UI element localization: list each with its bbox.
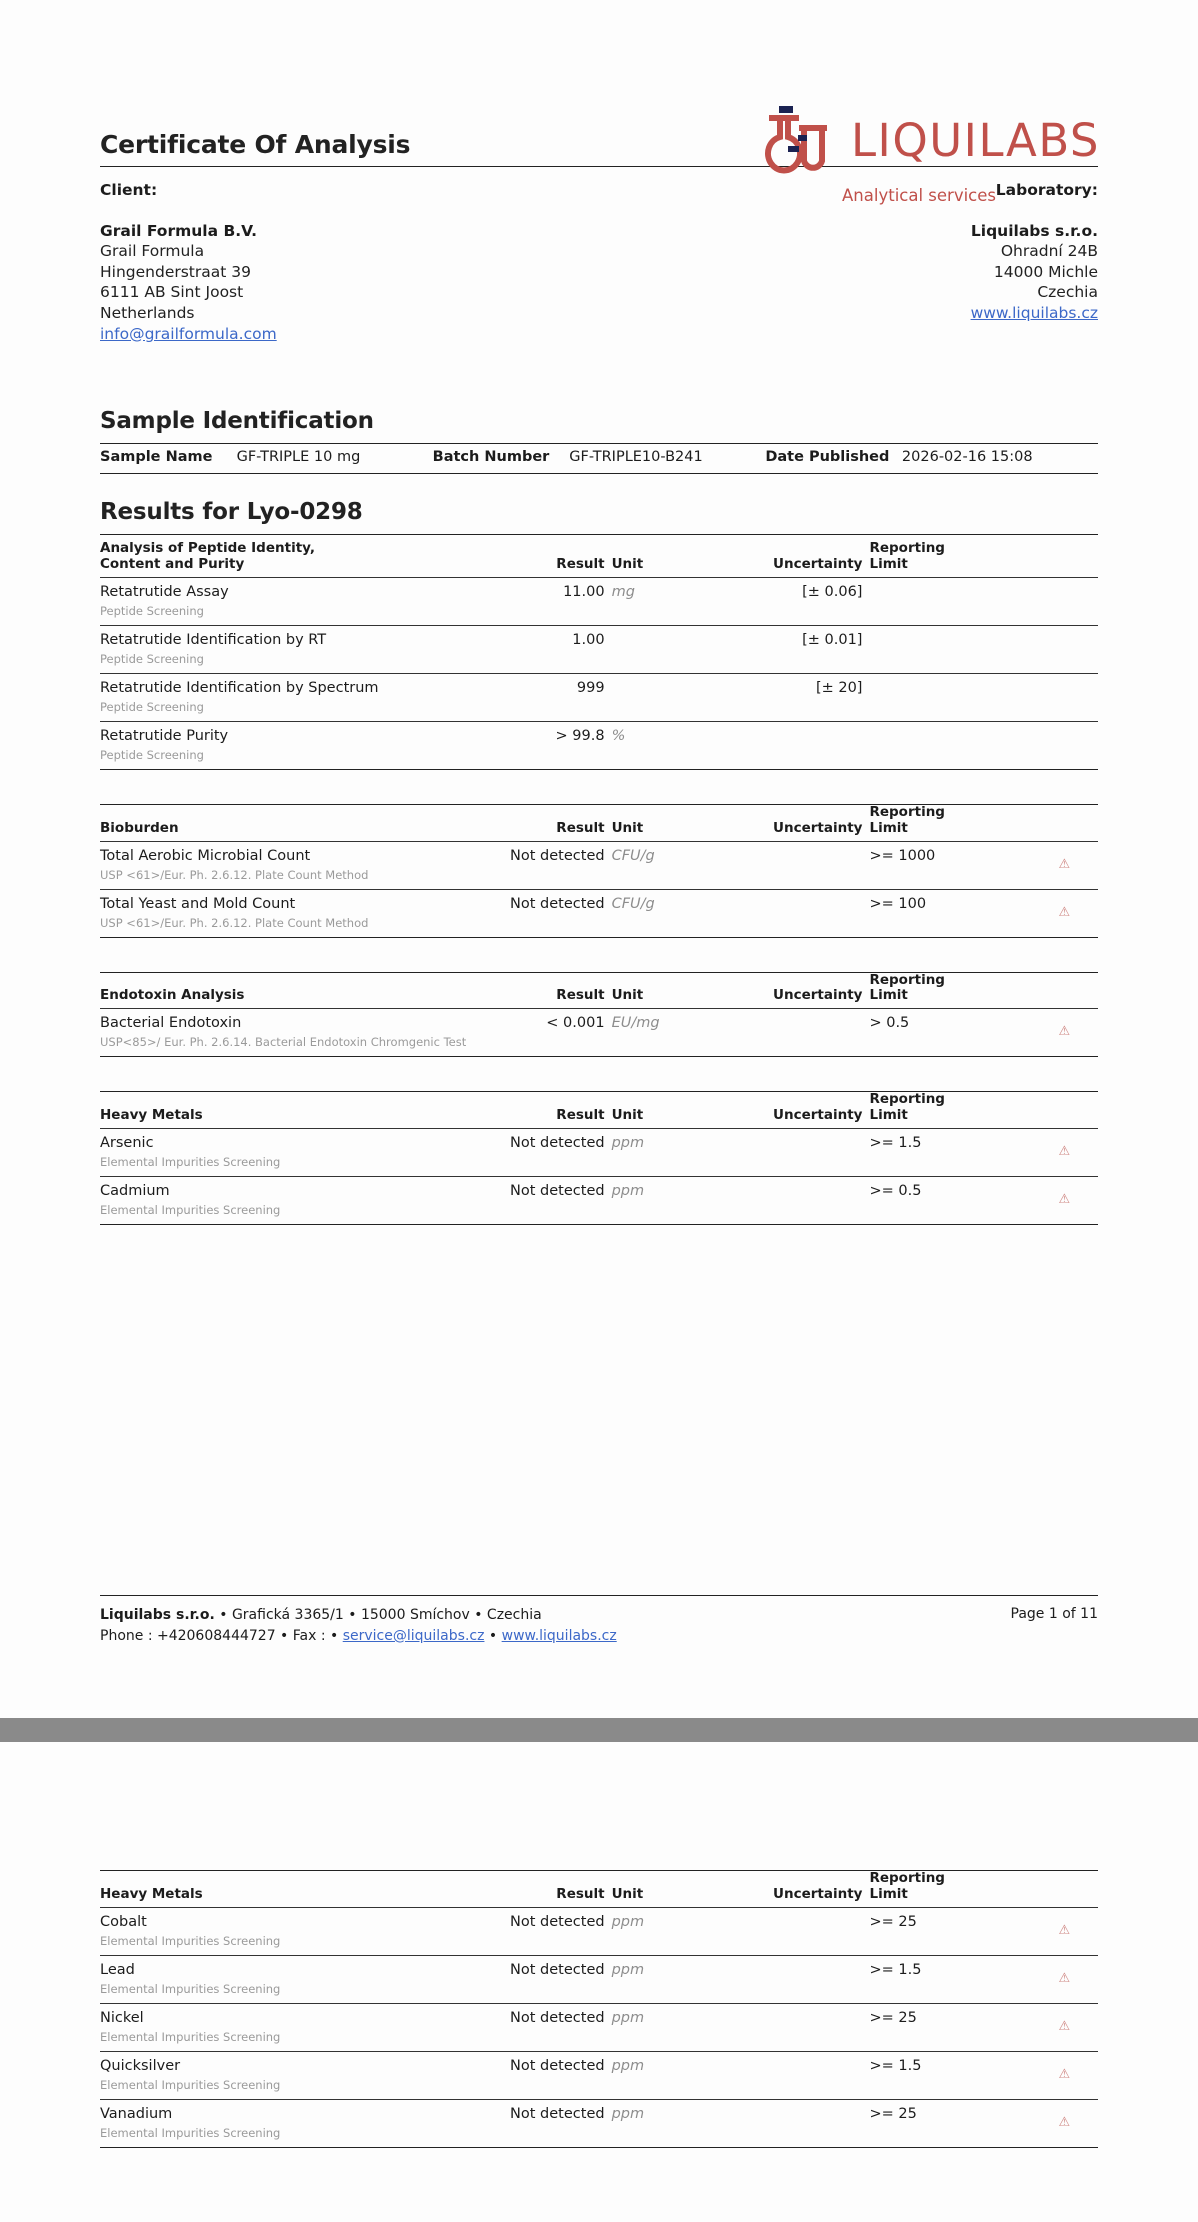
column-header-flag (1031, 1092, 1098, 1129)
flag-cell (1031, 2003, 1098, 2051)
column-header-result: Result (556, 1107, 605, 1124)
flag-cell (1031, 1177, 1098, 1225)
column-header-unit: Unit (611, 1107, 644, 1124)
flag-cell (1031, 625, 1098, 673)
analyte-name: Retatrutide Identification by RT (100, 631, 327, 648)
flag-cell (1031, 1009, 1098, 1057)
reporting-limit-cell: > 0.5 (869, 1015, 910, 1032)
table-row (100, 889, 1098, 937)
flag-cell (1031, 841, 1098, 889)
uncertainty-cell (705, 1129, 862, 1177)
laboratory-address-line: Czechia (1037, 283, 1098, 302)
column-header-reporting-limit: Reporting Limit (869, 539, 945, 572)
footer-separator: • (484, 1627, 502, 1644)
results-table (100, 1870, 1098, 2148)
unit-cell: mg (611, 583, 635, 600)
results-table (100, 534, 1098, 770)
column-header-uncertainty: Uncertainty (773, 987, 863, 1004)
table-row (100, 2003, 1098, 2051)
warning-triangle-icon: ⚠ (1058, 1144, 1071, 1160)
column-header-result: Result (556, 555, 605, 572)
reporting-limit-cell (862, 625, 1030, 673)
table-header-row (100, 972, 1098, 1009)
analyte-method: Elemental Impurities Screening (100, 2125, 281, 2140)
footer-phone: Phone : +420608444727 • Fax : • (100, 1627, 343, 1644)
analyte-method: USP <61>/Eur. Ph. 2.6.12. Plate Count Method (100, 915, 369, 930)
results-table (100, 804, 1098, 938)
results-heading: Results for Lyo-0298 (100, 498, 363, 525)
client-address-line: Hingenderstraat 39 (100, 262, 251, 281)
client-info (100, 180, 277, 344)
results-tables-page-2 (100, 1870, 1098, 2148)
uncertainty-cell (705, 1009, 862, 1057)
reporting-limit-cell: >= 25 (869, 1913, 917, 1930)
analyte-name: Cobalt (100, 1913, 147, 1930)
reporting-limit-cell: >= 0.5 (869, 1183, 922, 1200)
client-address-line: Netherlands (100, 304, 195, 323)
analyte-method: Peptide Screening (100, 651, 204, 666)
unit-cell: ppm (611, 2105, 645, 2122)
footer-email-link[interactable]: service@liquilabs.cz (342, 1627, 485, 1644)
analyte-method: Peptide Screening (100, 699, 204, 714)
flask-and-testtube-icon (755, 104, 841, 178)
date-published-label: Date Published (765, 449, 890, 466)
column-header-category: Heavy Metals (100, 1885, 203, 1902)
column-header-uncertainty: Uncertainty (773, 1885, 863, 1902)
uncertainty-cell (705, 1177, 862, 1225)
table-spacer (100, 770, 1098, 804)
table-row (100, 625, 1098, 673)
reporting-limit-cell: >= 1.5 (869, 1961, 922, 1978)
sample-name-label: Sample Name (100, 449, 213, 466)
uncertainty-cell (705, 721, 862, 769)
analyte-cell (100, 577, 470, 625)
laboratory-address-line: 14000 Michle (993, 262, 1098, 281)
table-row (100, 841, 1098, 889)
result-cell: < 0.001 (546, 1015, 605, 1032)
analyte-name: Bacterial Endotoxin (100, 1015, 242, 1032)
flag-cell (1031, 1955, 1098, 2003)
column-header-reporting-limit: Reporting Limit (869, 803, 945, 836)
column-header-category: Heavy Metals (100, 1107, 203, 1124)
column-header-result: Result (556, 819, 605, 836)
analyte-name: Lead (100, 1961, 135, 1978)
warning-triangle-icon: ⚠ (1058, 2066, 1071, 2082)
results-table (100, 1091, 1098, 1225)
table-row (100, 444, 1098, 474)
reporting-limit-cell (862, 577, 1030, 625)
table-header-row (100, 1871, 1098, 1908)
column-header-uncertainty: Uncertainty (773, 819, 863, 836)
analyte-name: Quicksilver (100, 2057, 181, 2074)
batch-number-value: GF-TRIPLE10-B241 (569, 449, 703, 466)
client-address-line: 6111 AB Sint Joost (100, 283, 244, 302)
laboratory-info (971, 180, 1098, 344)
certificate-page-2 (0, 1742, 1198, 2222)
result-cell: Not detected (510, 2057, 605, 2074)
analyte-cell (100, 1177, 470, 1225)
laboratory-label: Laboratory: (995, 181, 1098, 199)
column-header-flag (1031, 1871, 1098, 1908)
uncertainty-cell: [± 0.01] (802, 631, 863, 648)
result-cell: 1.00 (572, 631, 605, 648)
table-row (100, 2051, 1098, 2099)
page-indicator: Page 1 of 11 (1010, 1606, 1098, 1623)
column-header-reporting-limit: Reporting Limit (869, 1091, 945, 1124)
unit-cell (605, 673, 706, 721)
analyte-method: Elemental Impurities Screening (100, 1933, 281, 1948)
flag-cell (1031, 889, 1098, 937)
result-cell: Not detected (510, 2009, 605, 2026)
table-row (100, 1009, 1098, 1057)
analyte-cell (100, 721, 470, 769)
column-header-reporting-limit: Reporting Limit (869, 971, 945, 1004)
client-label: Client: (100, 181, 158, 199)
unit-cell: ppm (611, 1961, 645, 1978)
laboratory-address-line: Ohradní 24B (1000, 242, 1098, 261)
analyte-cell (100, 673, 470, 721)
table-spacer (100, 938, 1098, 972)
analyte-cell (100, 841, 470, 889)
result-cell: Not detected (510, 1913, 605, 1930)
reporting-limit-cell: >= 1000 (869, 847, 936, 864)
analyte-method: Elemental Impurities Screening (100, 2029, 281, 2044)
page-separator-band (0, 1718, 1198, 1742)
column-header-uncertainty: Uncertainty (773, 555, 863, 572)
uncertainty-cell (705, 2099, 862, 2147)
flag-cell (1031, 1129, 1098, 1177)
uncertainty-cell (705, 1907, 862, 1955)
unit-cell: ppm (611, 1183, 645, 1200)
sample-identification-heading: Sample Identification (100, 408, 374, 435)
analyte-cell (100, 2003, 470, 2051)
uncertainty-cell (705, 1955, 862, 2003)
table-header-row (100, 1092, 1098, 1129)
uncertainty-cell (705, 2003, 862, 2051)
client-address-line: Grail Formula (100, 242, 205, 261)
table-row (100, 673, 1098, 721)
unit-cell: ppm (611, 1913, 645, 1930)
analyte-method: Elemental Impurities Screening (100, 1981, 281, 1996)
column-header-result: Result (556, 1885, 605, 1902)
analyte-name: Retatrutide Purity (100, 727, 229, 744)
warning-triangle-icon: ⚠ (1058, 2018, 1071, 2034)
column-header-unit: Unit (611, 987, 644, 1004)
analyte-cell (100, 1129, 470, 1177)
table-row (100, 2099, 1098, 2147)
analyte-cell (100, 2099, 470, 2147)
warning-triangle-icon: ⚠ (1058, 1970, 1071, 1986)
analyte-name: Arsenic (100, 1135, 154, 1152)
results-tables-page-1 (100, 534, 1098, 1225)
analyte-name: Cadmium (100, 1183, 170, 1200)
unit-cell: EU/mg (611, 1015, 660, 1032)
footer-contact (100, 1605, 617, 1646)
reporting-limit-cell: >= 1.5 (869, 2057, 922, 2074)
laboratory-website-link[interactable]: www.liquilabs.cz (970, 304, 1098, 323)
document-footer (100, 1595, 1098, 1646)
analyte-name: Retatrutide Identification by Spectrum (100, 679, 379, 696)
result-cell: Not detected (510, 1135, 605, 1152)
unit-cell: % (611, 727, 626, 744)
analyte-cell (100, 625, 470, 673)
analyte-method: Peptide Screening (100, 603, 204, 618)
column-header-unit: Unit (611, 819, 644, 836)
reporting-limit-cell (862, 673, 1030, 721)
column-header-unit: Unit (611, 555, 644, 572)
footer-address: • Grafická 3365/1 • 15000 Smíchov • Czechia (214, 1607, 542, 1624)
warning-triangle-icon: ⚠ (1058, 1192, 1071, 1208)
uncertainty-cell (705, 2051, 862, 2099)
footer-company-name: Liquilabs s.r.o. (100, 1607, 215, 1624)
warning-triangle-icon: ⚠ (1058, 1024, 1071, 1040)
uncertainty-cell (705, 889, 862, 937)
table-row (100, 1907, 1098, 1955)
results-table (100, 972, 1098, 1058)
flag-cell (1031, 1907, 1098, 1955)
sample-identification-table (100, 443, 1098, 474)
table-spacer (100, 1057, 1098, 1091)
client-email-link[interactable]: info@grailformula.com (100, 324, 277, 343)
analyte-cell (100, 1907, 470, 1955)
analyte-method: Elemental Impurities Screening (100, 2077, 281, 2092)
flag-cell (1031, 2051, 1098, 2099)
uncertainty-cell: [± 20] (815, 679, 863, 696)
analyte-method: Elemental Impurities Screening (100, 1203, 281, 1218)
unit-cell: CFU/g (611, 895, 655, 912)
result-cell: > 99.8 (555, 727, 605, 744)
analyte-cell (100, 1955, 470, 2003)
column-header-category: Bioburden (100, 819, 179, 836)
column-header-uncertainty: Uncertainty (773, 1107, 863, 1124)
column-header-result: Result (556, 987, 605, 1004)
warning-triangle-icon: ⚠ (1058, 1922, 1071, 1938)
result-cell: 999 (576, 679, 605, 696)
uncertainty-cell (705, 841, 862, 889)
unit-cell: ppm (611, 1135, 645, 1152)
flag-cell (1031, 721, 1098, 769)
laboratory-name: Liquilabs s.r.o. (970, 221, 1098, 240)
analyte-method: USP <61>/Eur. Ph. 2.6.12. Plate Count Method (100, 867, 369, 882)
analyte-method: Peptide Screening (100, 747, 204, 762)
batch-number-label: Batch Number (432, 449, 550, 466)
column-header-reporting-limit: Reporting Limit (869, 1870, 945, 1902)
table-row (100, 1177, 1098, 1225)
client-name: Grail Formula B.V. (100, 221, 258, 240)
analyte-name: Vanadium (100, 2105, 173, 2122)
unit-cell (605, 625, 706, 673)
reporting-limit-cell: >= 100 (869, 895, 927, 912)
column-header-category: Analysis of Peptide Identity, Content and Purity (100, 539, 316, 572)
date-published-value: 2026-02-16 15:08 (901, 449, 1033, 466)
result-cell: Not detected (510, 2105, 605, 2122)
reporting-limit-cell: >= 1.5 (869, 1135, 922, 1152)
flag-cell (1031, 577, 1098, 625)
analyte-cell (100, 889, 470, 937)
brand-tagline: Analytical services (842, 186, 996, 205)
table-row (100, 577, 1098, 625)
table-row (100, 1129, 1098, 1177)
uncertainty-cell: [± 0.06] (802, 583, 863, 600)
flag-cell (1031, 673, 1098, 721)
unit-cell: ppm (611, 2009, 645, 2026)
page-title: Certificate Of Analysis (100, 130, 411, 159)
analyte-name: Nickel (100, 2009, 144, 2026)
unit-cell: ppm (611, 2057, 645, 2074)
warning-triangle-icon: ⚠ (1058, 856, 1071, 872)
analyte-cell (100, 2051, 470, 2099)
flag-cell (1031, 2099, 1098, 2147)
brand-wordmark: LIQUILABS (850, 113, 1100, 167)
column-header-flag (1031, 972, 1098, 1009)
reporting-limit-cell (862, 721, 1030, 769)
column-header-category: Endotoxin Analysis (100, 987, 245, 1004)
table-header-row (100, 534, 1098, 577)
table-row (100, 1955, 1098, 2003)
reporting-limit-cell: >= 25 (869, 2105, 917, 2122)
analyte-name: Total Aerobic Microbial Count (100, 847, 311, 864)
result-cell: Not detected (510, 1961, 605, 1978)
analyte-name: Retatrutide Assay (100, 583, 229, 600)
analyte-method: USP<85>/ Eur. Ph. 2.6.14. Bacterial Endotoxin Chromgenic Test (100, 1035, 467, 1050)
sample-name-value: GF-TRIPLE 10 mg (236, 449, 361, 466)
warning-triangle-icon: ⚠ (1058, 904, 1071, 920)
footer-website-link[interactable]: www.liquilabs.cz (501, 1627, 617, 1644)
result-cell: Not detected (510, 1183, 605, 1200)
result-cell: 11.00 (563, 583, 605, 600)
result-cell: Not detected (510, 847, 605, 864)
table-row (100, 721, 1098, 769)
table-header-row (100, 804, 1098, 841)
analyte-name: Total Yeast and Mold Count (100, 895, 296, 912)
unit-cell: CFU/g (611, 847, 655, 864)
column-header-flag (1031, 534, 1098, 577)
analyte-method: Elemental Impurities Screening (100, 1155, 281, 1170)
column-header-flag (1031, 804, 1098, 841)
column-header-unit: Unit (611, 1885, 644, 1902)
analyte-cell (100, 1009, 470, 1057)
result-cell: Not detected (510, 895, 605, 912)
warning-triangle-icon: ⚠ (1058, 2114, 1071, 2130)
reporting-limit-cell: >= 25 (869, 2009, 917, 2026)
